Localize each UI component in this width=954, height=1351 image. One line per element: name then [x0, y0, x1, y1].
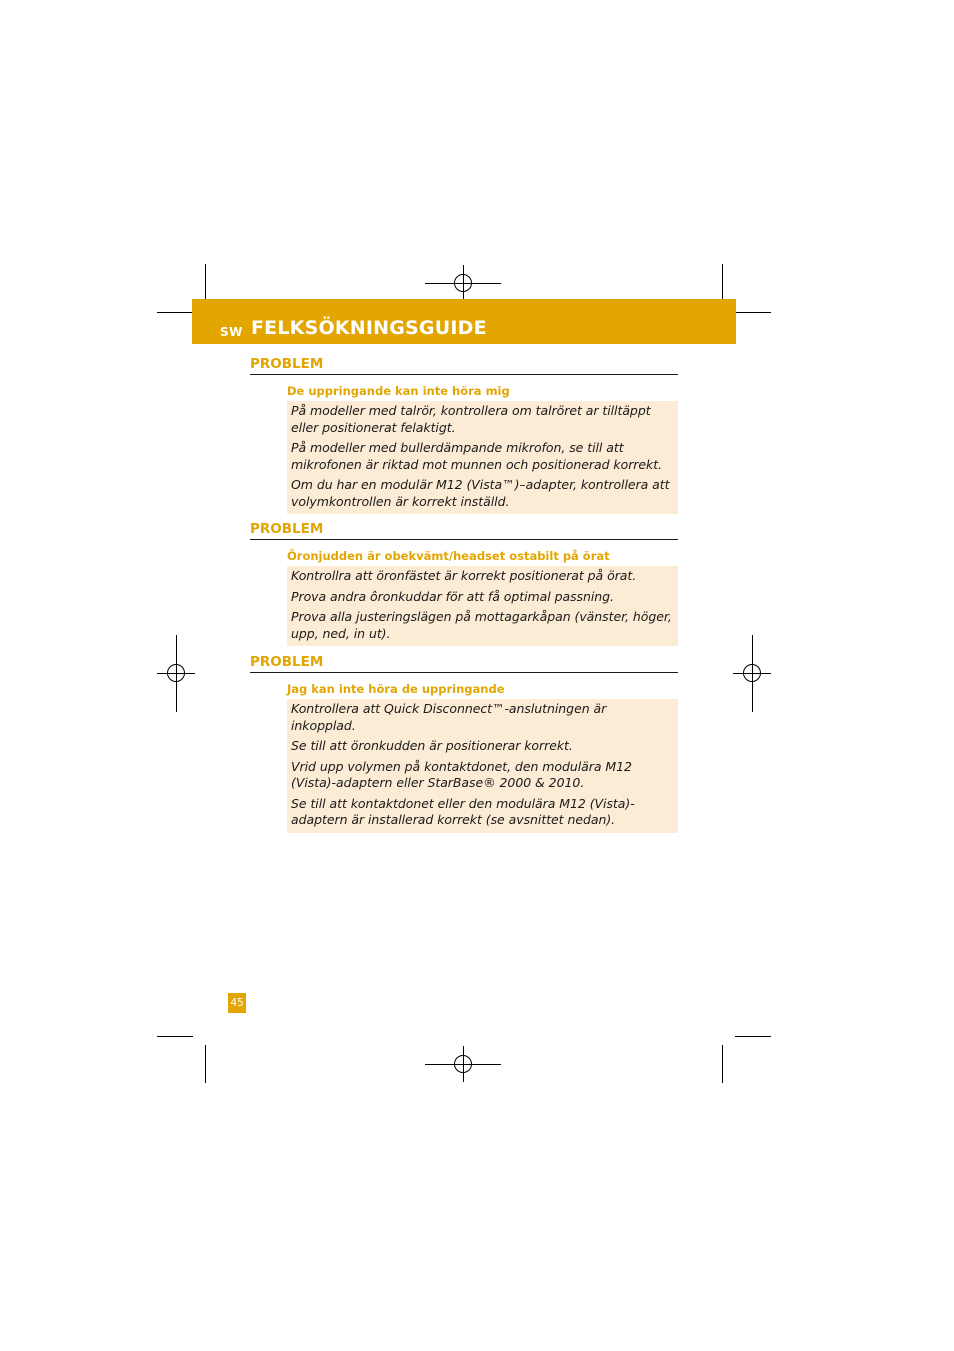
solution-box	[287, 401, 678, 514]
problem-heading: PROBLEM	[250, 654, 324, 670]
problem-section-3	[250, 653, 678, 833]
language-code: SW	[220, 325, 243, 339]
problem-subheading: Öronjudden är obekvämt/headset ostabilt på örat	[287, 549, 610, 563]
problem-subheading: Jag kan inte höra de uppringande	[287, 682, 505, 696]
problem-heading: PROBLEM	[250, 356, 324, 372]
solution-box	[287, 566, 678, 646]
section-divider	[250, 374, 678, 375]
problem-section-1	[250, 355, 678, 514]
page-number: 45	[228, 993, 246, 1013]
solution-item: På modeller med talrör, kontrollera om talröret ar tilltäppt eller positionerat felaktigt.	[291, 403, 651, 435]
solution-item: Kontrollera att Quick Disconnect™-anslutningen är inkopplad.	[291, 701, 607, 733]
solution-item: Vrid upp volymen på kontaktdonet, den modulära M12 (Vista)-adaptern eller StarBase® 2000 & 2010.	[291, 758, 632, 790]
solution-item: Om du har en modulär M12 (Vista™)–adapter, kontrollera att volymkontrollen är korrekt inställd.	[291, 477, 670, 509]
solution-box	[287, 699, 678, 833]
solution-item: Se till att kontaktdonet eller den modulära M12 (Vista)-adaptern är installerad korrekt (se avsnittet nedan).	[291, 795, 635, 827]
solution-item: Prova andra ôronkuddar för att få optimal passning.	[291, 588, 614, 604]
problem-section-2	[250, 520, 678, 646]
section-divider	[250, 672, 678, 673]
section-divider	[250, 539, 678, 540]
solution-item: Prova alla justeringslägen på mottagarkåpan (vänster, höger, upp, ned, in ut).	[291, 609, 672, 641]
solution-item: Kontrollra att öronfästet är korrekt positionerat på örat.	[291, 568, 637, 583]
solution-item: Se till att öronkudden är positionerar korrekt.	[291, 738, 573, 753]
solution-item: På modeller med bullerdämpande mikrofon, se till att mikrofonen är riktad mot munnen och positionerad korrekt.	[291, 440, 662, 472]
problem-heading: PROBLEM	[250, 521, 324, 537]
page-title: FELKSÖKNINGSGUIDE	[251, 317, 487, 339]
problem-subheading: De uppringande kan inte höra mig	[287, 384, 510, 398]
